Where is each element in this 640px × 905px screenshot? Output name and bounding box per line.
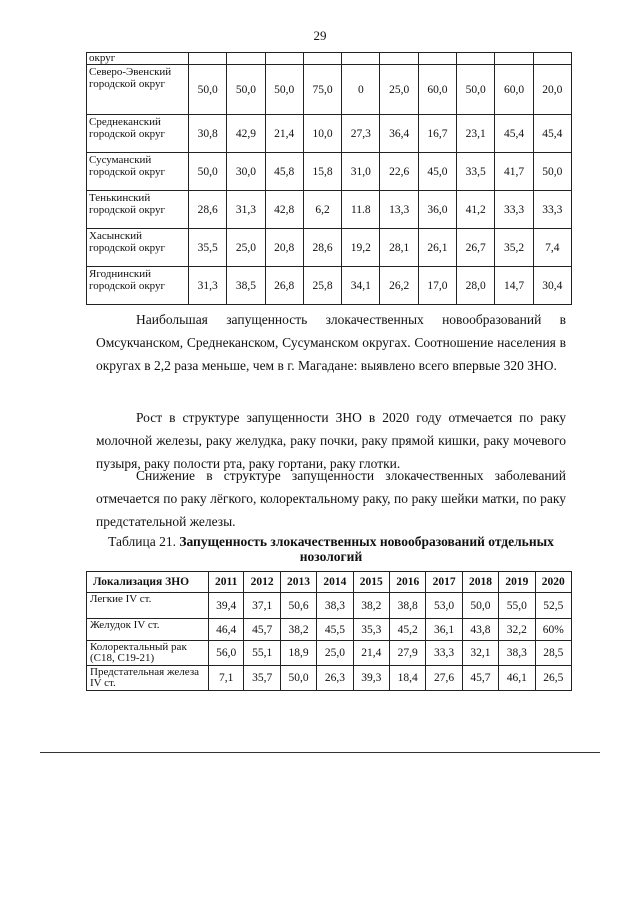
district-cell bbox=[265, 53, 303, 65]
district-cell: 10,0 bbox=[303, 115, 341, 153]
district-row bbox=[87, 267, 572, 305]
district-cell: 28,0 bbox=[457, 267, 495, 305]
district-cell: 50,0 bbox=[533, 153, 571, 191]
nosology-row bbox=[87, 666, 572, 691]
district-cell: 28,6 bbox=[303, 229, 341, 267]
district-cell bbox=[342, 53, 380, 65]
district-cell: 50,0 bbox=[457, 65, 495, 115]
nosology-cell: 32,1 bbox=[462, 641, 498, 666]
year-header: 2019 bbox=[499, 572, 535, 593]
nosology-name: Желудок IV ст. bbox=[87, 619, 209, 641]
nosology-cell: 38,2 bbox=[353, 593, 389, 619]
nosology-name: Легкие IV ст. bbox=[87, 593, 209, 619]
district-cell: 22,6 bbox=[380, 153, 418, 191]
district-cell: 33,5 bbox=[457, 153, 495, 191]
district-cell bbox=[495, 53, 533, 65]
nosology-cell: 46,1 bbox=[499, 666, 535, 691]
district-cell: 14,7 bbox=[495, 267, 533, 305]
nosology-cell: 33,3 bbox=[426, 641, 462, 666]
nosology-table bbox=[86, 571, 572, 691]
district-cell: 23,1 bbox=[457, 115, 495, 153]
district-cell: 20,0 bbox=[533, 65, 571, 115]
district-cell: 11.8 bbox=[342, 191, 380, 229]
district-cell: 19,2 bbox=[342, 229, 380, 267]
district-name: Северо-Эвенский городской округ bbox=[87, 65, 189, 115]
district-cell: 42,9 bbox=[227, 115, 265, 153]
caption-title: Запущенность злокачественных новообразований отдельных нозологий bbox=[179, 534, 554, 564]
nosology-cell: 35,7 bbox=[244, 666, 280, 691]
district-cell: 35,5 bbox=[189, 229, 227, 267]
district-cell bbox=[303, 53, 341, 65]
district-row bbox=[87, 115, 572, 153]
district-cell: 75,0 bbox=[303, 65, 341, 115]
district-cell: 45,0 bbox=[418, 153, 456, 191]
year-header: 2018 bbox=[462, 572, 498, 593]
nosology-cell: 45,7 bbox=[244, 619, 280, 641]
nosology-cell: 18,9 bbox=[280, 641, 316, 666]
year-header: 2015 bbox=[353, 572, 389, 593]
nosology-cell: 7,1 bbox=[209, 666, 244, 691]
district-cell: 42,8 bbox=[265, 191, 303, 229]
paragraph-2: Рост в структуре запущенности ЗНО в 2020 году отмечается по раку молочной железы, раку желудка, раку почки, раку прямой кишки, раку мочевого пузыря, раку полости рта, раку гортани, раку глотки. bbox=[96, 410, 566, 471]
district-cell: 15,8 bbox=[303, 153, 341, 191]
nosology-cell: 36,1 bbox=[426, 619, 462, 641]
nosology-cell: 21,4 bbox=[353, 641, 389, 666]
district-cell: 60,0 bbox=[418, 65, 456, 115]
nosology-cell: 56,0 bbox=[209, 641, 244, 666]
nosology-cell: 35,3 bbox=[353, 619, 389, 641]
district-cell: 26,2 bbox=[380, 267, 418, 305]
nosology-cell: 52,5 bbox=[535, 593, 571, 619]
header-localization: Локализация ЗНО bbox=[87, 572, 209, 593]
nosology-cell: 38,3 bbox=[499, 641, 535, 666]
nosology-cell: 28,5 bbox=[535, 641, 571, 666]
nosology-cell: 27,6 bbox=[426, 666, 462, 691]
district-cell: 31,3 bbox=[189, 267, 227, 305]
nosology-cell: 45,2 bbox=[390, 619, 426, 641]
district-name: Сусуманский городской округ bbox=[87, 153, 189, 191]
district-cell: 60,0 bbox=[495, 65, 533, 115]
district-cell: 38,5 bbox=[227, 267, 265, 305]
district-table bbox=[86, 52, 572, 305]
nosology-cell: 39,4 bbox=[209, 593, 244, 619]
nosology-cell: 38,8 bbox=[390, 593, 426, 619]
district-cell: 36,0 bbox=[418, 191, 456, 229]
nosology-cell: 27,9 bbox=[390, 641, 426, 666]
footer-divider bbox=[40, 752, 600, 753]
year-header: 2013 bbox=[280, 572, 316, 593]
district-cell: 41,7 bbox=[495, 153, 533, 191]
nosology-cell: 46,4 bbox=[209, 619, 244, 641]
district-cell: 7,4 bbox=[533, 229, 571, 267]
district-cell: 31,0 bbox=[342, 153, 380, 191]
nosology-cell: 32,2 bbox=[499, 619, 535, 641]
district-cell: 6,2 bbox=[303, 191, 341, 229]
district-cell bbox=[418, 53, 456, 65]
nosology-cell: 45,7 bbox=[462, 666, 498, 691]
district-cell: 26,8 bbox=[265, 267, 303, 305]
nosology-cell: 60% bbox=[535, 619, 571, 641]
district-cell: 16,7 bbox=[418, 115, 456, 153]
nosology-cell: 50,0 bbox=[280, 666, 316, 691]
district-cell: 34,1 bbox=[342, 267, 380, 305]
paragraph-1: Наибольшая запущенность злокачественных новообразований в Омсукчанском, Среднеканском, Сусуманском округах. Соотношение населения в округах в 2,2 раза меньше, чем в г. Магадане: выявлено всего впервые 320 ЗНО. bbox=[96, 312, 566, 373]
district-cell: 0 bbox=[342, 65, 380, 115]
year-header: 2020 bbox=[535, 572, 571, 593]
caption-prefix: Таблица 21. bbox=[108, 534, 176, 549]
district-cell: 25,0 bbox=[227, 229, 265, 267]
district-cell bbox=[227, 53, 265, 65]
nosology-cell: 50,6 bbox=[280, 593, 316, 619]
year-header: 2016 bbox=[390, 572, 426, 593]
nosology-cell: 38,2 bbox=[280, 619, 316, 641]
paragraph-3: Снижение в структуре запущенности злокачественных заболеваний отмечается по раку лёгкого, колоректальному раку, по раку шейки матки, по раку предстательной железы. bbox=[96, 468, 566, 529]
district-cell: 20,8 bbox=[265, 229, 303, 267]
nosology-cell: 25,0 bbox=[317, 641, 353, 666]
district-name: Тенькинский городской округ bbox=[87, 191, 189, 229]
district-cell: 50,0 bbox=[265, 65, 303, 115]
district-cell: 33,3 bbox=[533, 191, 571, 229]
nosology-row bbox=[87, 593, 572, 619]
district-row bbox=[87, 229, 572, 267]
nosology-cell: 53,0 bbox=[426, 593, 462, 619]
year-header: 2012 bbox=[244, 572, 280, 593]
district-cell: 36,4 bbox=[380, 115, 418, 153]
district-row bbox=[87, 53, 572, 65]
nosology-cell: 55,1 bbox=[244, 641, 280, 666]
nosology-cell: 55,0 bbox=[499, 593, 535, 619]
table-caption bbox=[96, 534, 566, 564]
year-header: 2011 bbox=[209, 572, 244, 593]
nosology-cell: 50,0 bbox=[462, 593, 498, 619]
district-cell: 30,4 bbox=[533, 267, 571, 305]
district-cell: 45,4 bbox=[495, 115, 533, 153]
district-cell: 21,4 bbox=[265, 115, 303, 153]
district-cell bbox=[457, 53, 495, 65]
district-row bbox=[87, 65, 572, 115]
district-cell: 17,0 bbox=[418, 267, 456, 305]
nosology-row bbox=[87, 619, 572, 641]
district-cell: 41,2 bbox=[457, 191, 495, 229]
nosology-cell: 45,5 bbox=[317, 619, 353, 641]
district-cell: 33,3 bbox=[495, 191, 533, 229]
nosology-cell: 39,3 bbox=[353, 666, 389, 691]
nosology-cell: 18,4 bbox=[390, 666, 426, 691]
district-cell bbox=[380, 53, 418, 65]
district-cell: 13,3 bbox=[380, 191, 418, 229]
district-cell: 30,8 bbox=[189, 115, 227, 153]
nosology-row bbox=[87, 641, 572, 666]
district-name: округ bbox=[87, 53, 189, 65]
district-cell: 50,0 bbox=[189, 153, 227, 191]
district-name: Среднеканский городской округ bbox=[87, 115, 189, 153]
nosology-cell: 26,3 bbox=[317, 666, 353, 691]
year-header: 2017 bbox=[426, 572, 462, 593]
nosology-name: Колоректальный рак (С18, С19-21) bbox=[87, 641, 209, 666]
district-name: Хасынский городской округ bbox=[87, 229, 189, 267]
district-cell bbox=[189, 53, 227, 65]
district-cell: 45,8 bbox=[265, 153, 303, 191]
district-cell: 28,6 bbox=[189, 191, 227, 229]
district-cell: 25,0 bbox=[380, 65, 418, 115]
district-cell: 35,2 bbox=[495, 229, 533, 267]
district-row bbox=[87, 191, 572, 229]
district-cell: 45,4 bbox=[533, 115, 571, 153]
district-cell bbox=[533, 53, 571, 65]
district-cell: 30,0 bbox=[227, 153, 265, 191]
nosology-cell: 43,8 bbox=[462, 619, 498, 641]
district-name: Ягоднинский городской округ bbox=[87, 267, 189, 305]
district-cell: 26,7 bbox=[457, 229, 495, 267]
district-cell: 31,3 bbox=[227, 191, 265, 229]
nosology-cell: 26,5 bbox=[535, 666, 571, 691]
district-cell: 50,0 bbox=[227, 65, 265, 115]
district-cell: 27,3 bbox=[342, 115, 380, 153]
district-cell: 28,1 bbox=[380, 229, 418, 267]
district-cell: 25,8 bbox=[303, 267, 341, 305]
district-cell: 50,0 bbox=[189, 65, 227, 115]
nosology-cell: 37,1 bbox=[244, 593, 280, 619]
district-cell: 26,1 bbox=[418, 229, 456, 267]
nosology-name: Предстательная железа IV ст. bbox=[87, 666, 209, 691]
page-number: 29 bbox=[313, 28, 327, 43]
district-row bbox=[87, 153, 572, 191]
nosology-cell: 38,3 bbox=[317, 593, 353, 619]
year-header: 2014 bbox=[317, 572, 353, 593]
